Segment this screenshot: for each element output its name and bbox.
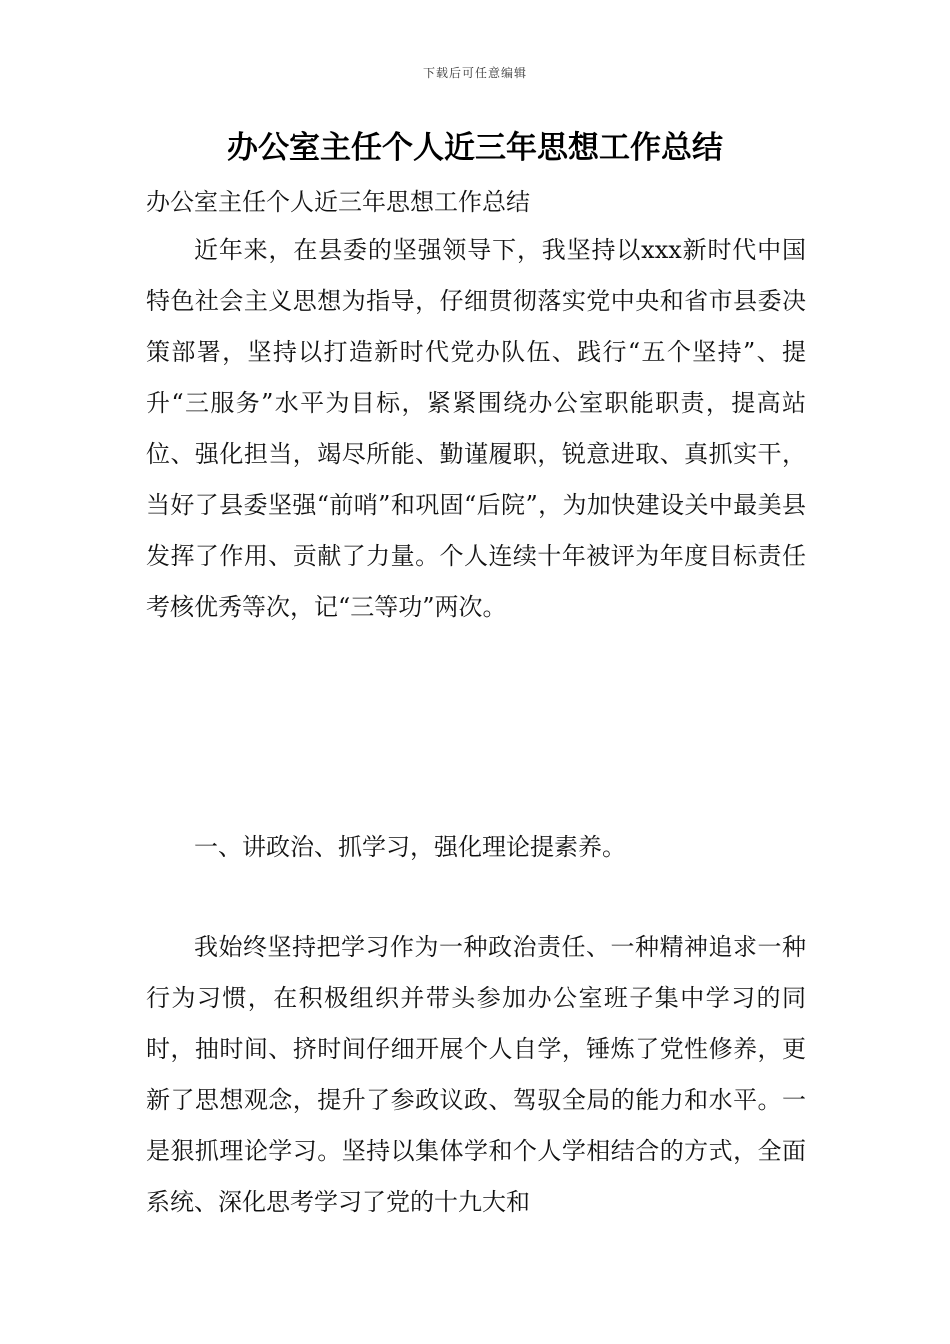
document-title: 办公室主任个人近三年思想工作总结 (227, 130, 723, 166)
document-subtitle: 办公室主任个人近三年思想工作总结 (146, 188, 530, 216)
section-heading-1: 一、讲政治、抓学习，强化理论提素养。 (194, 833, 626, 861)
body-paragraph-intro: 近年来，在县委的坚强领导下，我坚持以xxx新时代中国特色社会主义思想为指导，仔细贯彻落实党中央和省市县委决策部署，坚持以打造新时代党办队伍、践行“五个坚持”、提升“三服务”水平为目标，紧紧围绕办公室职能职责，提高站位、强化担当，竭尽所能、勤谨履职，锐意进取、真抓实干，当好了县委坚强“前哨”和巩固“后院”，为加快建设关中最美县发挥了作用、贡献了力量。个人连续十年被评为年度目标责任考核优秀等次，记“三等功”两次。 (146, 236, 806, 621)
body-paragraph-study: 我始终坚持把学习作为一种政治责任、一种精神追求一种行为习惯，在积极组织并带头参加办公室班子集中学习的同时，抽时间、挤时间仔细开展个人自学，锤炼了党性修养，更新了思想观念，提升了参政议政、驾驭全局的能力和水平。一是狠抓理论学习。坚持以集体学和个人学相结合的方式，全面系统、深化思考学习了党的十九大和 (146, 933, 806, 1216)
header-note: 下载后可任意编辑 (422, 66, 527, 80)
